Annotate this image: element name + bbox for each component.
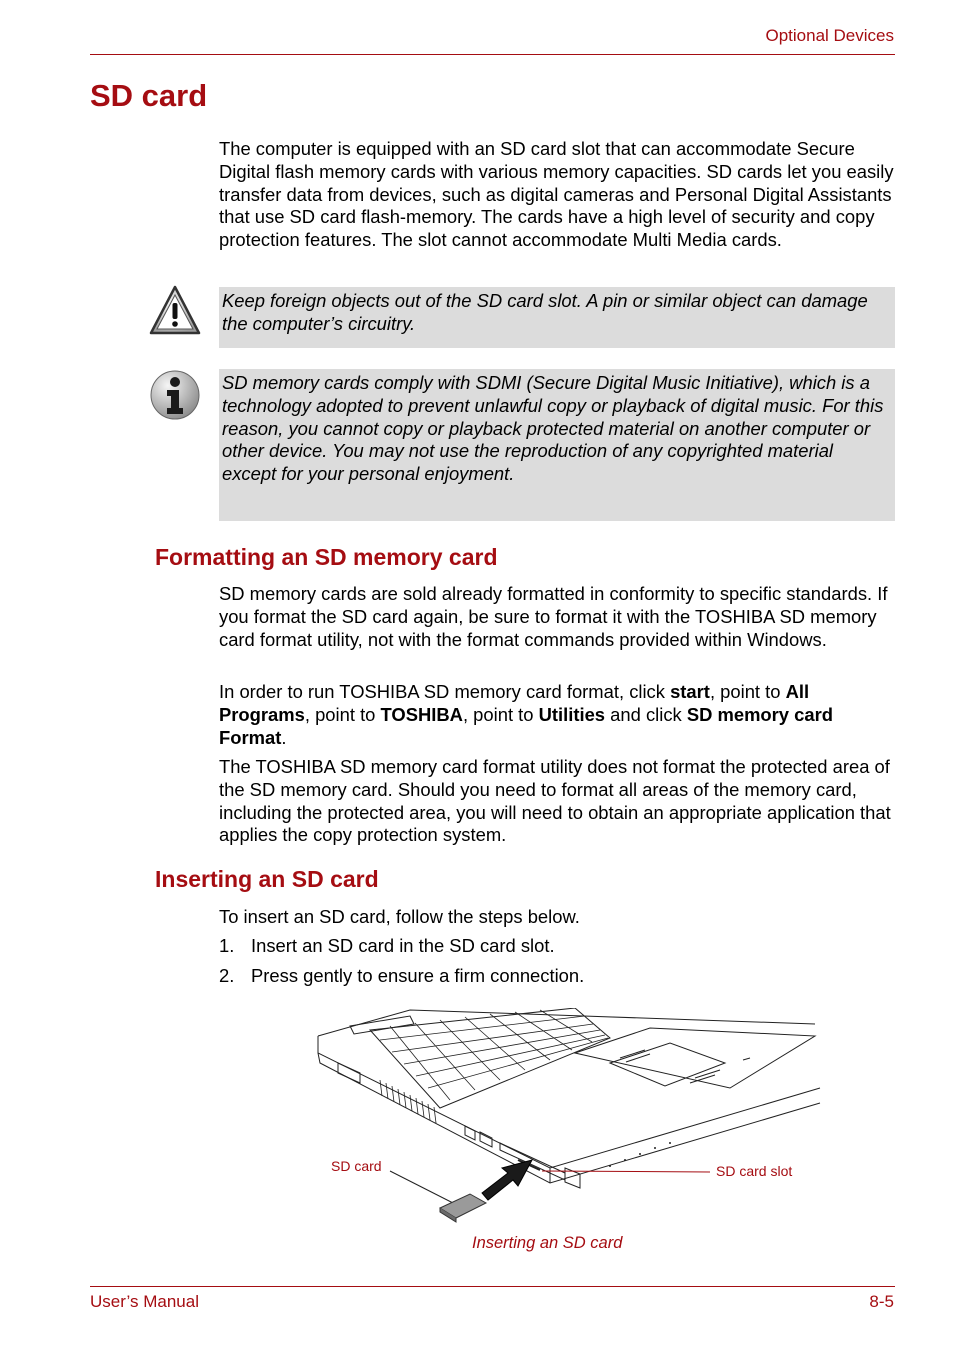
sd-card-slot-label: SD card slot <box>716 1163 793 1179</box>
menu-term-all-programs: All Programs <box>219 681 810 725</box>
footer-rule <box>90 1286 895 1287</box>
caution-note: Keep foreign objects out of the SD card slot. A pin or similar object can damage the computer’s circuitry. <box>219 287 895 348</box>
text-segment: , point to <box>462 703 539 725</box>
step-text: Insert an SD card in the SD card slot. <box>251 935 555 956</box>
intro-paragraph: The computer is equipped with an SD card slot that can accommodate Secure Digital flash memory cards with various memory capacities. SD cards let you easily transfer data from devices, such as digital cameras and Personal Digital Assistants that use SD card flash-memory. The cards have a high level of security and copy protection features. The slot cannot accommodate Multi Media cards. <box>219 138 894 251</box>
step-number: 2. <box>219 965 235 986</box>
menu-term-start: start <box>670 681 710 702</box>
formatting-paragraph-1: SD memory cards are sold already formatted in conformity to specific standards. If you format the SD card again, be sure to format it with the TOSHIBA SD memory card format utility, not with the format commands provided within Windows. <box>219 583 888 650</box>
step-text: Press gently to ensure a firm connection. <box>251 965 585 986</box>
menu-term-utilities: Utilities <box>538 703 606 725</box>
text-segment: , point to <box>709 681 786 702</box>
sd-card-label: SD card <box>331 1158 382 1174</box>
laptop-illustration <box>310 1008 825 1228</box>
formatting-heading: Formatting an SD memory card <box>155 544 498 570</box>
step-number: 1. <box>219 935 235 956</box>
figure-caption: Inserting an SD card <box>472 1234 623 1252</box>
formatting-paragraph-2 <box>219 681 895 749</box>
text-segment: and click <box>605 703 687 725</box>
text-segment: . <box>281 726 287 748</box>
footer-manual-title: User’s Manual <box>90 1292 199 1311</box>
text-segment: In order to run TOSHIBA SD memory card format, click <box>219 681 671 702</box>
header-rule <box>90 54 895 55</box>
inserting-heading: Inserting an SD card <box>155 866 379 892</box>
information-icon <box>148 368 202 422</box>
running-header: Optional Devices <box>765 26 894 45</box>
formatting-paragraph-3: The TOSHIBA SD memory card format utility does not format the protected area of the SD memory card. Should you need to format all areas of the memory card, including the protected area, you will need to obtain an appropriate application that applies the copy protection system. <box>219 756 891 846</box>
menu-term-toshiba: TOSHIBA <box>380 703 463 725</box>
page-number: 8-5 <box>869 1292 894 1311</box>
menu-term-sd-format: SD memory card Format <box>219 703 833 748</box>
warning-triangle-icon <box>148 284 202 338</box>
inserting-lead: To insert an SD card, follow the steps below. <box>219 906 580 927</box>
page-title: SD card <box>90 78 208 113</box>
info-note: SD memory cards comply with SDMI (Secure Digital Music Initiative), which is a technology adopted to prevent unlawful copy or playback of digital music. For this reason, you cannot copy or playback protected material on another computer or other device. You may not use the reproduction of any copyrighted material except for your personal enjoyment. <box>219 369 895 521</box>
text-segment: , point to <box>304 703 381 725</box>
